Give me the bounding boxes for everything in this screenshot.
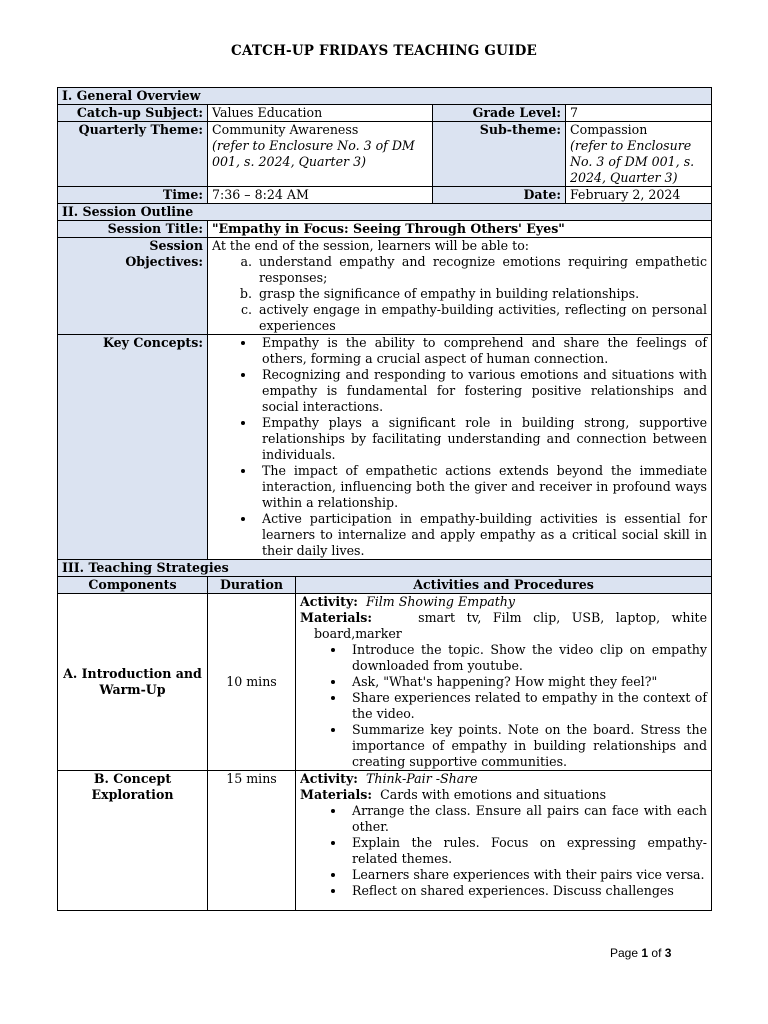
- objective-item: b. grasp the significance of empathy in building relationships.: [256, 286, 707, 302]
- concept-item: • Active participation in empathy-building activities is essential for learners to internalize and apply empathy as a critical social skill in their daily lives.: [256, 511, 707, 559]
- procedure-item: • Ask, "What's happening? How might they feel?": [346, 674, 707, 690]
- time-label: Time:: [58, 187, 208, 204]
- objectives-intro: At the end of the session, learners will be able to:: [212, 238, 530, 253]
- page-total: 3: [664, 946, 672, 960]
- procedure-item: • Explain the rules. Focus on expressing empathy-related themes.: [346, 835, 707, 867]
- theme-cell: [208, 122, 433, 187]
- procedure-item: • Introduce the topic. Show the video clip on empathy downloaded from youtube.: [346, 642, 707, 674]
- procedure-item: • Share experiences related to empathy in the context of the video.: [346, 690, 707, 722]
- materials-line: Materials: smart tv, Film clip, USB, laptop, white board,marker: [300, 610, 708, 641]
- component-concept-exploration: B. Concept Exploration: [58, 771, 208, 911]
- procedure-item: • Summarize key points. Note on the board. Stress the importance of empathy in building relationships and creating supportive communities.: [346, 722, 707, 770]
- page-number: Page 1 of 3: [610, 946, 672, 960]
- objectives-label-line2: Objectives:: [125, 254, 203, 269]
- concept-item: • Empathy is the ability to comprehend and share the feelings of others, forming a crucial aspect of human connection.: [256, 335, 707, 367]
- teaching-guide-table: [57, 87, 712, 911]
- theme-reference: (refer to Enclosure No. 3 of DM 001, s. 2024, Quarter 3): [212, 138, 415, 169]
- date-value: February 2, 2024: [566, 187, 712, 204]
- grade-value: 7: [566, 105, 712, 122]
- procedure-item: • Arrange the class. Ensure all pairs can face with each other.: [346, 803, 707, 835]
- materials-line: Materials: Cards with emotions and situations: [300, 787, 607, 802]
- procedure-list: [300, 642, 707, 770]
- procedure-item: • Learners share experiences with their pairs vice versa.: [346, 867, 707, 883]
- table-row: [58, 771, 712, 911]
- activity-line: Activity: Film Showing Empathy: [300, 594, 515, 609]
- concept-item: • Empathy plays a significant role in building strong, supportive relationships by facilitating understanding and connection between individuals.: [256, 415, 707, 463]
- document-title: CATCH-UP FRIDAYS TEACHING GUIDE: [231, 43, 537, 59]
- key-concepts-list: [212, 335, 707, 559]
- materials-value: smart tv, Film clip, USB, laptop, white board,marker: [314, 610, 708, 641]
- subtheme-reference: (refer to Enclosure No. 3 of DM 001, s. 2024, Quarter 3): [570, 138, 695, 185]
- time-value: 7:36 – 8:24 AM: [208, 187, 433, 204]
- procedure-item: • Reflect on shared experiences. Discuss challenges: [346, 883, 707, 899]
- objective-item: a. understand empathy and recognize emotions requiring empathetic responses;: [256, 254, 707, 286]
- objective-item: c. actively engage in empathy-building activities, reflecting on personal experiences: [256, 302, 707, 334]
- materials-value: Cards with emotions and situations: [380, 787, 607, 802]
- subject-label: Catch-up Subject:: [58, 105, 208, 122]
- objectives-label-line1: Session: [149, 238, 203, 253]
- procedure-list: [300, 803, 707, 899]
- subtheme-label: Sub-theme:: [433, 122, 566, 187]
- theme-label: Quarterly Theme:: [58, 122, 208, 187]
- objectives-label: [58, 238, 208, 335]
- objectives-list: [212, 254, 707, 334]
- subject-value: Values Education: [208, 105, 433, 122]
- duration-concept-exploration: 15 mins: [208, 771, 296, 911]
- duration-introduction: 10 mins: [208, 594, 296, 771]
- section-teaching-strategies: III. Teaching Strategies: [58, 560, 712, 577]
- page-current: 1: [641, 946, 649, 960]
- section-general-overview: I. General Overview: [58, 88, 712, 105]
- activity-name: Think-Pair -Share: [365, 771, 478, 786]
- session-title-label: Session Title:: [58, 221, 208, 238]
- activities-introduction: [296, 594, 712, 771]
- column-header-components: Components: [58, 577, 208, 594]
- session-title-value: "Empathy in Focus: Seeing Through Others' Eyes": [208, 221, 712, 238]
- date-label: Date:: [433, 187, 566, 204]
- component-introduction: A. Introduction and Warm-Up: [58, 594, 208, 771]
- activities-clip: [300, 771, 707, 910]
- subtheme-cell: [566, 122, 712, 187]
- key-concepts-cell: [208, 335, 712, 560]
- column-header-activities: Activities and Procedures: [296, 577, 712, 594]
- theme-value: Community Awareness: [212, 122, 359, 137]
- concept-item: • The impact of empathetic actions extends beyond the immediate interaction, influencing both the giver and receiver in profound ways within a relationship.: [256, 463, 707, 511]
- activity-line: Activity: Think-Pair -Share: [300, 771, 478, 786]
- subtheme-value: Compassion: [570, 122, 648, 137]
- grade-label: Grade Level:: [433, 105, 566, 122]
- objectives-cell: [208, 238, 712, 335]
- section-session-outline: II. Session Outline: [58, 204, 712, 221]
- table-row: [58, 594, 712, 771]
- column-header-duration: Duration: [208, 577, 296, 594]
- concept-item: • Recognizing and responding to various emotions and situations with empathy is fundamental for fostering positive relationships and social interactions.: [256, 367, 707, 415]
- activities-concept-exploration: [296, 771, 712, 911]
- key-concepts-label: Key Concepts:: [58, 335, 208, 560]
- activity-name: Film Showing Empathy: [365, 594, 515, 609]
